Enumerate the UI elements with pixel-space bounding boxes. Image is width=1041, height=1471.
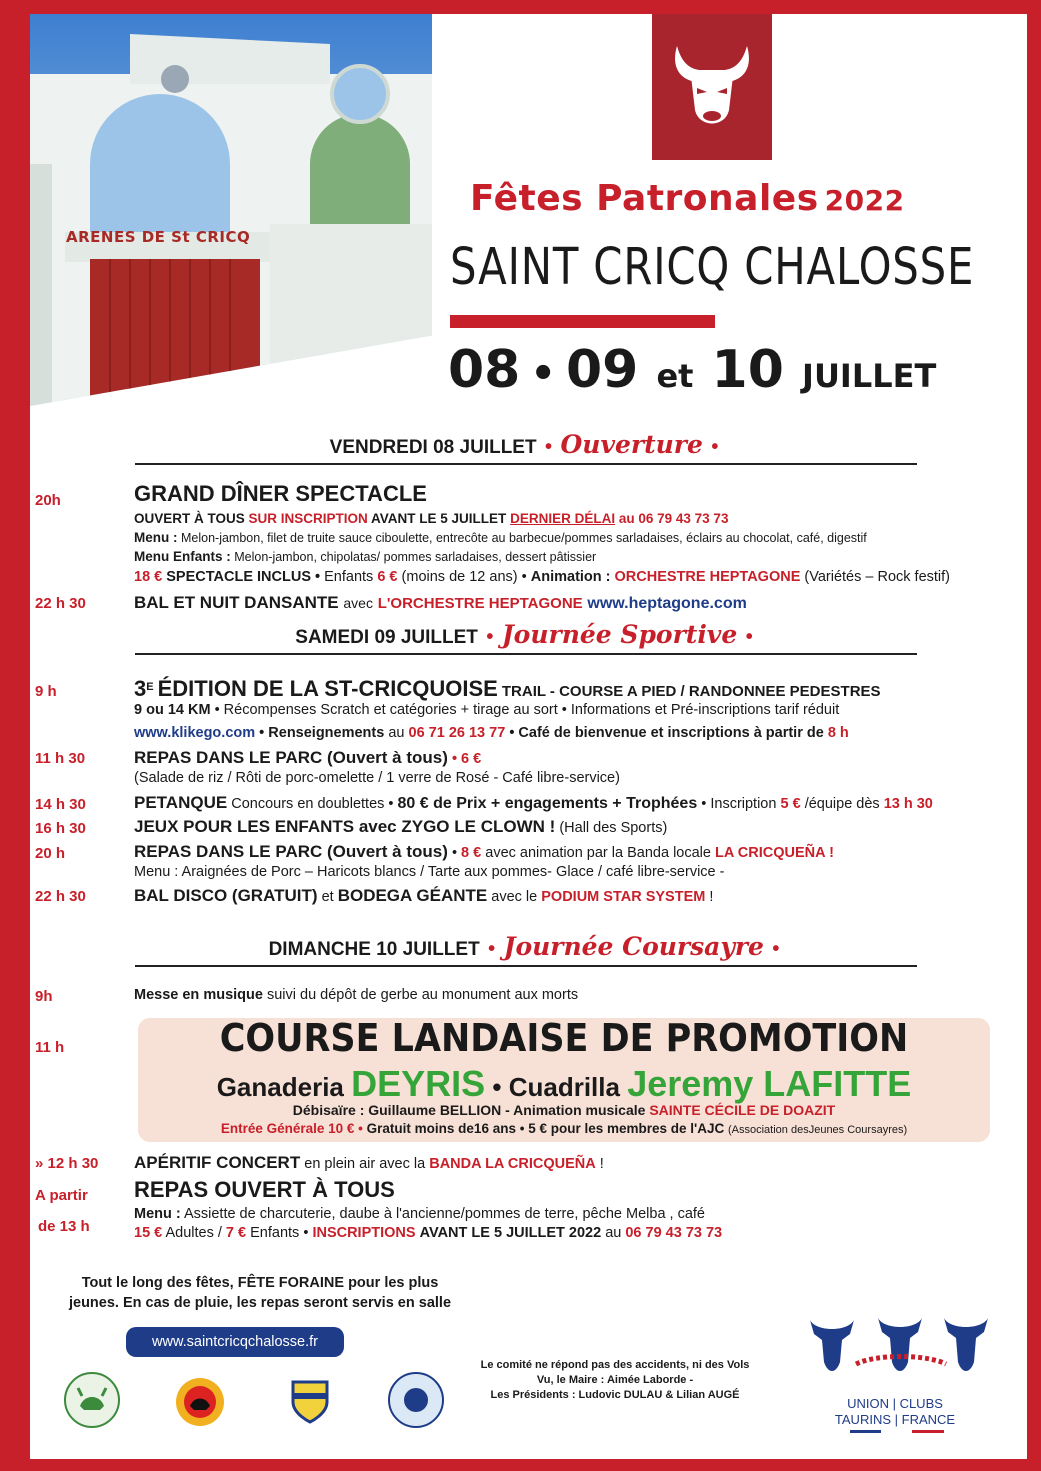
repas1-menu: (Salade de riz / Rôti de porc-omelette / 1 verre de Rosé - Café libre-service) (134, 770, 620, 786)
sunday-header: DIMANCHE 10 JUILLET • Journée Coursayre • (135, 932, 917, 967)
course-title: COURSE LANDAISE DE PROMOTION (219, 1016, 909, 1060)
date-month: JUILLET (802, 357, 937, 395)
time-20h: 20h (35, 492, 61, 509)
arena-sign: ARENES DE St CRICQ (66, 228, 251, 246)
fete-foraine-note: Tout le long des fêtes, FÊTE FORAINE pour les plus jeunes. En cas de pluie, les repas seront servis en salle (68, 1275, 452, 1311)
time-14h30: 14 h 30 (35, 796, 86, 813)
time-11h30: 11 h 30 (35, 750, 86, 767)
time-22h30-fri: 22 h 30 (35, 595, 86, 612)
trail-info: 9 ou 14 KM • Récompenses Scratch et catégories + tirage au sort • Informations et Pré-inscriptions tarif réduit (134, 702, 840, 718)
frame-bottom (0, 1459, 1041, 1471)
friday-day: VENDREDI 08 JUILLET (329, 437, 537, 458)
dinner-inscription: OUVERT À TOUS SUR INSCRIPTION AVANT LE 5 JUILLET DERNIER DÉLAI au 06 79 43 73 73 (134, 511, 729, 526)
time-13h: de 13 h (38, 1218, 90, 1235)
arena-photo (30, 14, 432, 406)
frame-top (0, 0, 1041, 14)
dinner-menu-kids: Menu Enfants : Melon-jambon, chipolatas/ pommes sarladaises, dessert pâtissier (134, 549, 597, 564)
title-underline (450, 315, 715, 328)
time-12h30: » 12 h 30 (35, 1155, 99, 1172)
messe-line: Messe en musique suivi du dépôt de gerbe au monument aux morts (134, 987, 579, 1003)
time-16h30: 16 h 30 (35, 820, 86, 837)
comite-disclaimer: Le comité ne répond pas des accidents, ni des Vols Vu, le Maire : Aimée Laborde - Les Présidents : Ludovic DULAU & Lilian AUGÉ (480, 1359, 750, 1401)
trail-title: $3^E$ ÉDITION DE LA ST-CRICQUOISE TRAIL - COURSE A PIED / RANDONNEE PEDESTRES (134, 676, 881, 701)
uctf-label: UNION | CLUBS TAURINS | FRANCE (834, 1396, 956, 1427)
friday-header: VENDREDI 08 JUILLET • Ouverture • (135, 430, 917, 465)
uctf-bulls-logo (796, 1300, 1006, 1380)
tricolor-bar (850, 1430, 944, 1433)
date-09: 09 (565, 340, 639, 400)
repas-ouvert-title: REPAS OUVERT À TOUS (134, 1177, 395, 1202)
time-a-partir: A partir (35, 1187, 88, 1204)
saturday-day: SAMEDI 09 JUILLET (295, 627, 478, 648)
dates-title (448, 340, 936, 400)
repas1-line: REPAS DANS LE PARC (Ouvert à tous) • 6 € (134, 748, 482, 767)
repas2-menu: Menu : Araignées de Porc – Haricots blancs / Tarte aux pommes- Glace / café libre-service - (134, 864, 725, 880)
time-11h: 11 h (35, 1039, 65, 1056)
jeux-line: JEUX POUR LES ENFANTS avec ZYGO LE CLOWN ! (Hall des Sports) (134, 817, 668, 836)
date-08: 08 (448, 340, 521, 400)
date-dot: • (530, 351, 556, 397)
time-22h30-sat: 22 h 30 (35, 888, 86, 905)
coat-of-arms-logo (282, 1372, 338, 1428)
repas-price: 15 € Adultes / 7 € Enfants • INSCRIPTIONS AVANT LE 5 JUILLET 2022 au 06 79 43 73 73 (134, 1225, 723, 1241)
fetes-title (470, 178, 905, 219)
bull-sponsor-logo (176, 1378, 224, 1426)
repas2-line: REPAS DANS LE PARC (Ouvert à tous) • 8 € avec animation par la Banda locale LA CRICQUEÑA ! (134, 842, 834, 861)
date-et: et (656, 357, 694, 395)
aperitif-line: APÉRITIF CONCERT en plein air avec la BANDA LA CRICQUEÑA ! (134, 1153, 604, 1172)
trail-contact: www.klikego.com • Renseignements au 06 71 26 13 77 • Café de bienvenue et inscriptions à partir de 8 h (134, 725, 849, 741)
town-title: SAINT CRICQ CHALOSSE (450, 238, 975, 297)
saturday-header: SAMEDI 09 JUILLET • Journée Sportive • (135, 620, 917, 655)
dinner-menu: Menu : Melon-jambon, filet de truite sauce ciboulette, entrecôte au barbecue/pommes sarladaises, éclairs au chocolat, café, digestif (134, 530, 867, 545)
repas-menu: Menu : Assiette de charcuterie, daube à l'ancienne/pommes de terre, pêche Melba , café (134, 1206, 705, 1222)
course-ganaderia: Ganaderia DEYRIS • Cuadrilla Jeremy LAFITTE (216, 1063, 912, 1104)
course-entry: Entrée Générale 10 € • Gratuit moins de16 ans • 5 € pour les membres de l'AJC (Association desJeunes Coursayres) (220, 1121, 908, 1136)
time-20h-sat: 20 h (35, 845, 66, 862)
date-10: 10 (711, 340, 784, 400)
fetes-title-text: Fêtes Patronales (470, 178, 819, 219)
website-link[interactable]: www.saintcricqchalosse.fr (126, 1327, 344, 1357)
time-9h-sun: 9h (35, 988, 53, 1005)
frame-right (1027, 0, 1041, 1471)
petanque-line: PETANQUE Concours en doublettes • 80 € de Prix + engagements + Trophées • Inscription 5 € /équipe dès 13 h 30 (134, 793, 933, 812)
course-debisaire: Débisaïre : Guillaume BELLION - Animation musicale SAINTE CÉCILE DE DOAZIT (292, 1102, 836, 1118)
dinner-price: 18 € SPECTACLE INCLUS • Enfants 6 € (moins de 12 ans) • Animation : ORCHESTRE HEPTAGONE (Variétés – Rock festif) (134, 569, 950, 585)
frame-left (0, 0, 30, 1471)
dinner-title: GRAND DÎNER SPECTACLE (134, 481, 427, 506)
bal-disco-line: BAL DISCO (GRATUIT) et BODEGA GÉANTE avec le PODIUM STAR SYSTEM ! (134, 886, 714, 905)
bal-line: BAL ET NUIT DANSANTE avec L'ORCHESTRE HEPTAGONE www.heptagone.com (134, 593, 747, 612)
sunday-day: DIMANCHE 10 JUILLET (268, 939, 480, 960)
ganaderia-deyris-logo (64, 1372, 120, 1428)
sunday-title: Journée Coursayre (503, 932, 764, 961)
friday-title: Ouverture (560, 430, 703, 459)
bull-logo (652, 14, 772, 160)
course-landaise-logo (388, 1372, 444, 1428)
time-9h: 9 h (35, 683, 57, 700)
fetes-year: 2022 (824, 184, 905, 217)
saturday-title: Journée Sportive (501, 620, 738, 649)
